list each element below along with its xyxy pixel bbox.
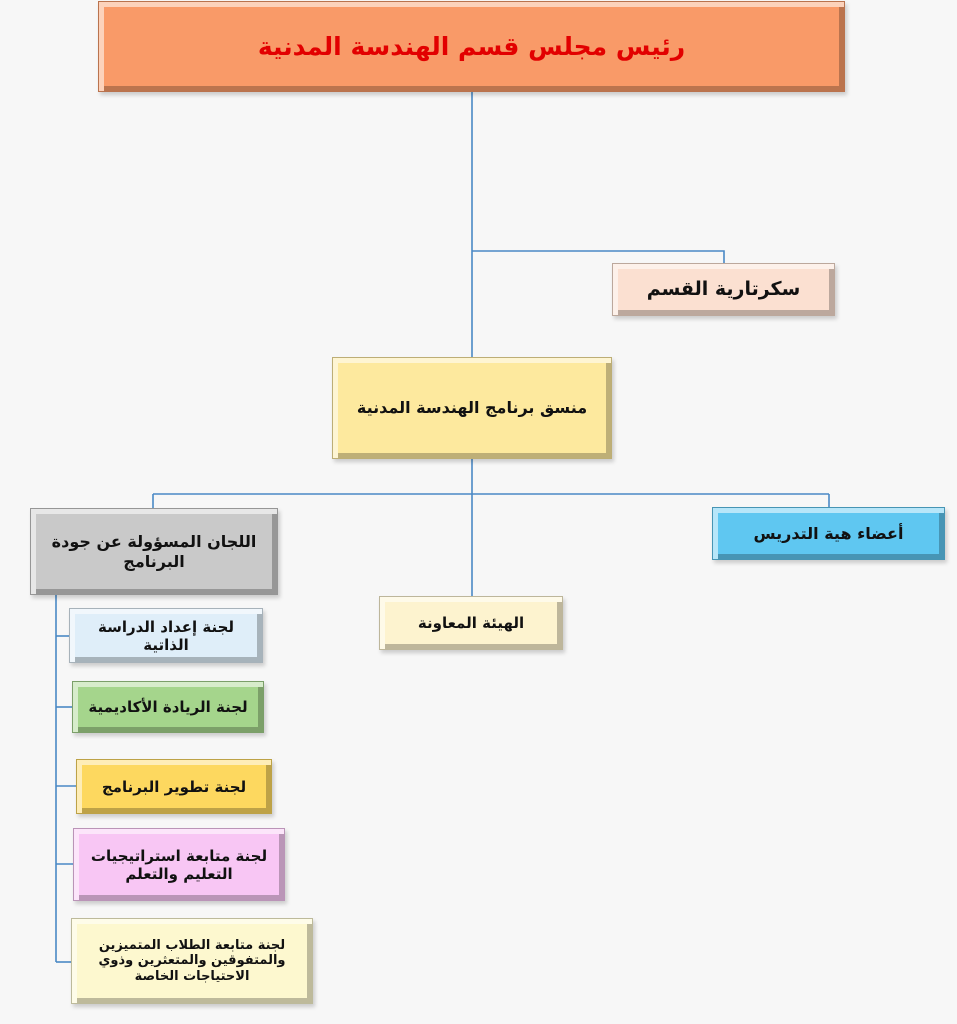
program-development-committee-label: لجنة تطوير البرنامج xyxy=(101,777,247,796)
teaching-strategies-committee-label: لجنة متابعة استراتيجيات التعليم والتعلم xyxy=(90,846,268,883)
faculty-label: أعضاء هية التدريس xyxy=(753,523,904,543)
teaching-strategies-committee-box xyxy=(73,828,285,901)
coordinator-label: منسق برنامج الهندسة المدنية xyxy=(356,398,588,418)
assistants-box xyxy=(379,596,563,650)
student-followup-committee-box xyxy=(71,918,313,1004)
head-box xyxy=(98,1,845,92)
self-study-committee-label: لجنة إعداد الدراسة الذاتية xyxy=(97,617,235,654)
self-study-committee-box xyxy=(69,608,263,663)
secretary-label: سكرتارية القسم xyxy=(646,278,801,301)
academic-advising-committee-box xyxy=(72,681,264,733)
student-followup-committee-label: لجنة متابعة الطلاب المتميزين والمتفوقين والمتعثرين وذوي الاحتياجات الخاصة xyxy=(98,937,286,984)
faculty-box xyxy=(712,507,945,560)
academic-advising-committee-label: لجنة الريادة الأكاديمية xyxy=(88,698,248,716)
head-label: رئيس مجلس قسم الهندسة المدنية xyxy=(257,31,686,61)
connector-secretary xyxy=(472,251,724,263)
program-development-committee-box xyxy=(76,759,272,814)
assistants-label: الهيئة المعاونة xyxy=(417,614,525,632)
quality-committees-box xyxy=(30,508,278,595)
secretary-box xyxy=(612,263,835,316)
quality-committees-label: اللجان المسؤولة عن جودة البرنامج xyxy=(51,532,257,571)
coordinator-box xyxy=(332,357,612,459)
